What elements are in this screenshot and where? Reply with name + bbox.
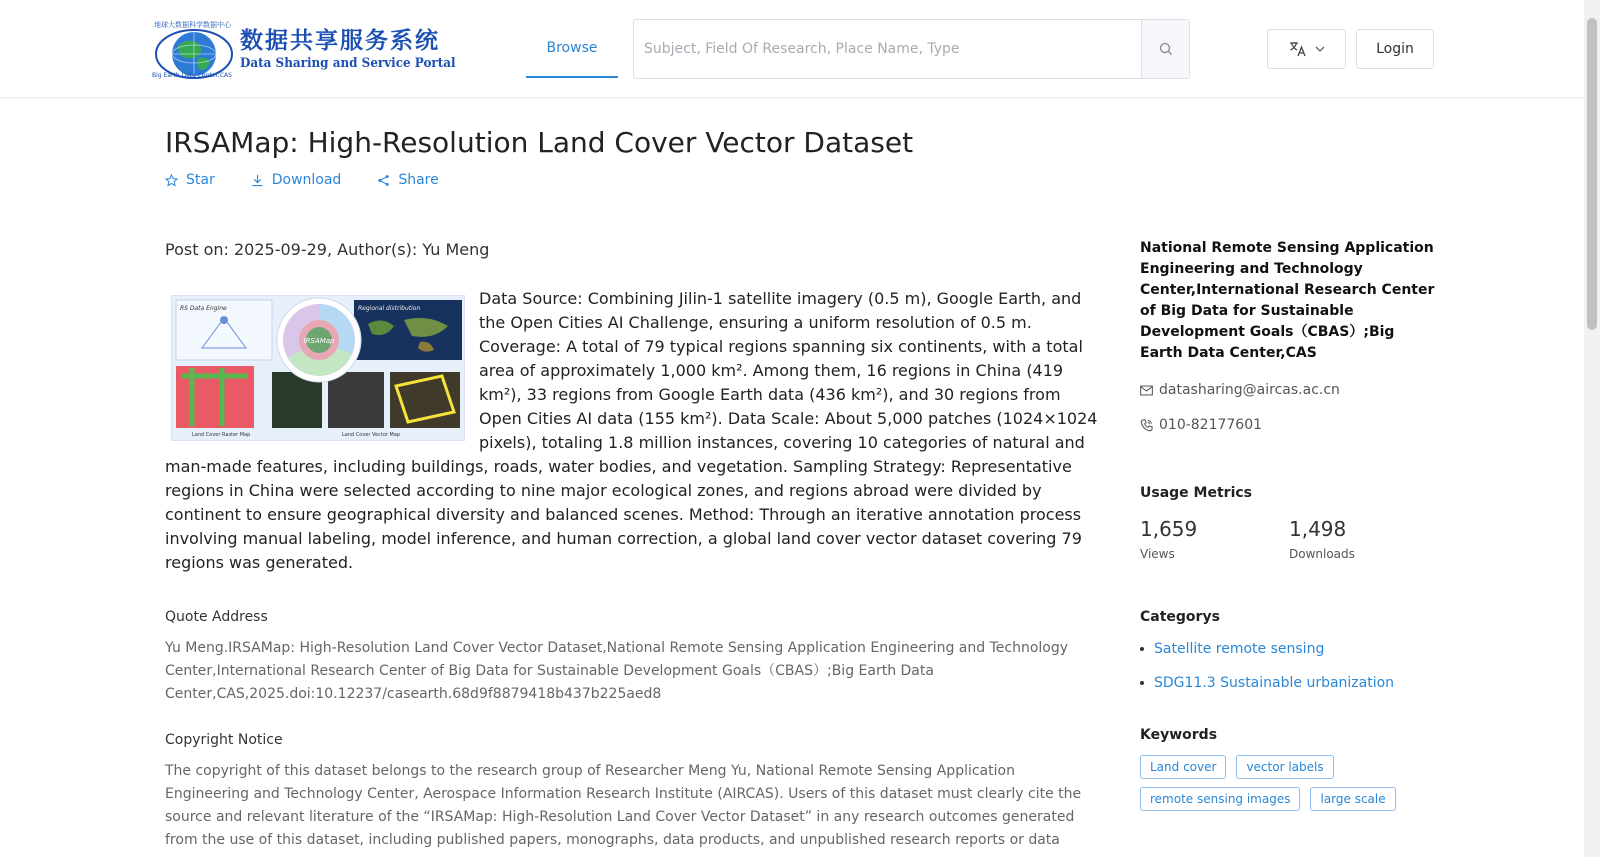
views-metric: [1140, 517, 1289, 561]
keywords-heading: Keywords: [1140, 727, 1218, 743]
post-info: Post on: 2025-09-29, Author(s): Yu Meng: [165, 240, 490, 259]
dataset-description-text: Data Source: Combining Jilin-1 satellite imagery (0.5 m), Google Earth, and the Open Cities AI Challenge, ensuring a uniform resolution of 0.5 m. Coverage: A total of 79 typical regions spanning six continents, with a total area of approximately 1,000 km². Among them, 16 regions in China (419 km²), 33 regions from Google Earth data (436 km²), and 30 regions from Open Cities AI data (155 km²). Data Scale: About 5,000 patches (1024×1024 pixels), totaling 1.8 million instances, covering 10 categories of natural and man-made features, including buildings, roads, water bodies, and vegetation. Sampling Strategy: Representative regions in China were selected according to nine major ecological zones, and regions abroad were divided by continent to ensure geographical diversity and balanced scenes. Method: Through an iterative annotation process involving manual labeling, model inference, and human correction, a global land cover vector dataset covering 79 regions was generated.: [165, 289, 1098, 572]
categories-heading: Categorys: [1140, 609, 1220, 625]
download-label: Download: [271, 172, 342, 188]
star-label: Star: [186, 172, 215, 188]
login-button[interactable]: Login: [1356, 29, 1434, 69]
dataset-thumbnail-image[interactable]: [171, 295, 465, 441]
scrollbar-thumb[interactable]: [1587, 18, 1597, 330]
views-count: 1,659: [1140, 517, 1198, 541]
publisher-organization: National Remote Sensing Application Engineering and Technology Center,International Research Center of Big Data for Sustainable Development Goals（CBAS）;Big Earth Data Center,CAS: [1140, 240, 1435, 361]
quote-address-heading: Quote Address: [165, 609, 268, 625]
image-label-center: IRSAMap: [303, 337, 335, 345]
dataset-title: IRSAMap: High-Resolution Land Cover Vector Dataset: [165, 126, 914, 159]
language-select-button[interactable]: [1267, 29, 1346, 69]
bullet-dot: [1140, 681, 1144, 685]
downloads-label: Downloads: [1289, 547, 1355, 561]
contact-phone-text: 010-82177601: [1159, 417, 1263, 433]
star-icon: [165, 174, 178, 187]
chevron-down-icon: [1315, 46, 1325, 52]
phone-icon: [1140, 419, 1153, 432]
downloads-count: 1,498: [1289, 517, 1347, 541]
site-logo[interactable]: [152, 20, 456, 80]
share-button[interactable]: [377, 172, 438, 188]
usage-metrics-heading: Usage Metrics: [1140, 485, 1252, 501]
contact-email-text: datasharing@aircas.ac.cn: [1159, 382, 1340, 398]
image-label-vector: Land Cover Vector Map: [342, 432, 401, 438]
copyright-heading: Copyright Notice: [165, 732, 283, 748]
logo-small-top-text: 地球大数据科学数据中心: [154, 21, 231, 29]
usage-metrics: [1140, 517, 1438, 561]
views-label: Views: [1140, 547, 1175, 561]
logo-cn-title: 数据共享服务系统: [240, 27, 440, 54]
share-icon: [377, 174, 390, 187]
keyword-tags: [1140, 755, 1440, 811]
category-item[interactable]: [1140, 639, 1438, 659]
image-label-regional: Regional distribution: [358, 305, 421, 312]
quote-address-text: Yu Meng.IRSAMap: High-Resolution Land Cover Vector Dataset,National Remote Sensing Application Engineering and Technology Center,International Research Center of Big Data for Sustainable Development Goals（CBAS）;Big Earth Data Center,CAS,2025.doi:10.12237/casearth.68d9f8879418b437b225aed8: [165, 640, 1069, 702]
search-box: [633, 19, 1190, 79]
top-header: [0, 0, 1600, 98]
contact-email[interactable]: [1140, 382, 1438, 398]
share-label: Share: [398, 172, 439, 188]
category-item[interactable]: [1140, 673, 1438, 693]
translate-icon: [1289, 41, 1307, 57]
search-input[interactable]: [634, 20, 1142, 78]
logo-small-bottom-text: Big Earth Data Center,CAS: [152, 72, 232, 79]
download-icon: [251, 174, 264, 187]
image-label-raster: Land Cover Raster Map: [192, 432, 251, 438]
dataset-main: [165, 240, 1102, 852]
logo-en-title: Data Sharing and Service Portal: [240, 56, 456, 71]
category-label: Satellite remote sensing: [1154, 641, 1325, 657]
dataset-description-block: [165, 287, 1102, 575]
download-button[interactable]: [251, 172, 342, 188]
contact-phone[interactable]: [1140, 417, 1438, 433]
bullet-dot: [1140, 647, 1144, 651]
category-label: SDG11.3 Sustainable urbanization: [1154, 675, 1395, 691]
star-button[interactable]: [165, 172, 215, 188]
dataset-sidebar: [1140, 238, 1438, 811]
image-label-engine: RS Data Engine: [180, 305, 227, 312]
downloads-metric: [1289, 517, 1438, 561]
mail-icon: [1140, 385, 1153, 396]
keyword-tag[interactable]: remote sensing images: [1140, 787, 1300, 811]
copyright-text: The copyright of this dataset belongs to the research group of Researcher Meng Yu, National Remote Sensing Application Engineering and Technology Center, Aerospace Information Research Institute (AIRCAS). Users of this dataset must clearly cite the source and relevant literature of the “IRSAMap: High-Resolution Land Cover Vector Dataset” in any research outcomes generated from the use of this dataset, including published papers, monographs, data products, and unpublished research reports or data: [165, 763, 1082, 848]
page-scrollbar[interactable]: [1584, 0, 1600, 857]
keyword-tag[interactable]: vector labels: [1236, 755, 1333, 779]
dataset-thumbnail-illustration: [172, 296, 465, 441]
search-icon: [1159, 42, 1173, 56]
keyword-tag[interactable]: large scale: [1310, 787, 1395, 811]
category-list: [1140, 639, 1438, 693]
dataset-actions: [165, 172, 439, 188]
keyword-tag[interactable]: Land cover: [1140, 755, 1226, 779]
nav-browse-tab[interactable]: Browse: [526, 0, 618, 78]
search-button[interactable]: [1141, 20, 1189, 78]
